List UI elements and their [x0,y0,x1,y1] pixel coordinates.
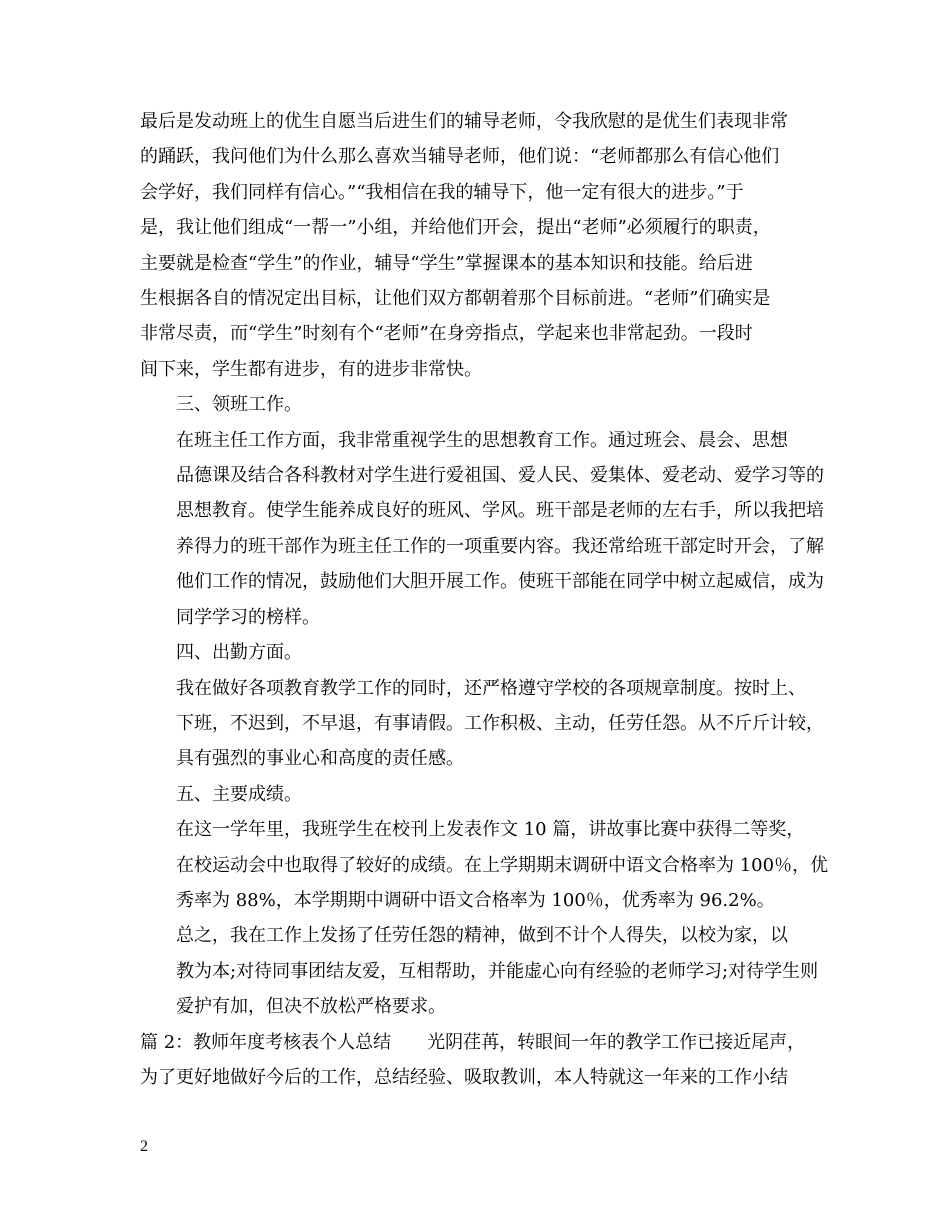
paragraph [140,812,830,918]
text-line: 间下来，学生都有进步，有的进步非常快。 [140,358,482,380]
text-line: 秀率为 88%，本学期期中调研中语文合格率为 100％，优秀率为 96.2%。 [176,889,775,911]
text-line: 最后是发动班上的优生自愿当后进生们的辅导老师，令我欣慰的是优生们表现非常 [140,111,788,132]
text-line: 他们工作的情况，鼓励他们大胆开展工作。使班干部能在同学中树立起威信，成为 [176,571,824,593]
document-body [140,104,830,1095]
paragraph [140,918,830,1024]
text-line: 同学学习的榜样。 [176,606,320,628]
text-line: 篇 2：教师年度考核表个人总结 光阴荏苒，转眼间一年的教学工作已接近尾声， [140,1031,806,1053]
page-number: 2 [140,1138,148,1155]
text-line: 爱护有加，但决不放松严格要求。 [176,996,446,1018]
text-line: 为了更好地做好今后的工作，总结经验、吸取教训，本人特就这一年来的工作小结 [140,1066,788,1088]
text-line: 的踊跃，我问他们为什么那么喜欢当辅导老师，他们说：“老师都那么有信心他们 [140,146,780,168]
text-line: 在班主任工作方面，我非常重视学生的思想教育工作。通过班会、晨会、思想 [176,429,788,451]
text-line: 在校运动会中也取得了较好的成绩。在上学期期末调研中语文合格率为 100％，优 [176,854,829,876]
text-line: 主要就是检查“学生”的作业，辅导“学生”掌握课本的基本知识和技能。给后进 [140,252,753,274]
section-heading [140,777,830,812]
text-line: 在这一学年里，我班学生在校刊上发表作文 10 篇，讲故事比赛中获得二等奖， [176,819,805,841]
text-line: 总之，我在工作上发扬了任劳任怨的精神，做到不计个人得失，以校为家，以 [176,925,788,947]
text-line: 三、领班工作。 [176,394,302,416]
text-line: 思想教育。使学生能养成良好的班风、学风。班干部是老师的左右手，所以我把培 [176,500,824,522]
text-line: 我在做好各项教育教学工作的同时，还严格遵守学校的各项规章制度。按时上、 [176,677,806,699]
text-line: 下班，不迟到，不早退，有事请假。工作积极、主动，任劳任怨。从不斤斤计较， [176,712,824,734]
text-line: 具有强烈的事业心和高度的责任感。 [176,748,464,770]
text-line: 养得力的班干部作为班主任工作的一项重要内容。我还常给班干部定时开会，了解 [176,535,824,557]
text-line: 非常尽责，而“学生”时刻有个“老师”在身旁指点，学起来也非常起劲。一段时 [140,323,753,345]
text-line: 会学好，我们同样有信心。”“我相信在我的辅导下，他一定有很大的进步。”于 [140,181,744,203]
paragraph [140,671,830,777]
text-line: 四、出勤方面。 [176,642,302,664]
section-heading [140,635,830,670]
text-line: 是，我让他们组成“一帮一”小组，并给他们开会，提出“老师”必须履行的职责， [140,217,771,239]
text-line: 品德课及结合各科教材对学生进行爱祖国、爱人民、爱集体、爱老动、爱学习等的 [176,465,824,487]
paragraph [140,1025,830,1096]
section-heading [140,387,830,422]
paragraph [140,104,830,387]
paragraph [140,423,830,635]
text-line: 生根据各自的情况定出目标，让他们双方都朝着那个目标前进。“老师”们确实是 [140,288,771,310]
text-line: 五、主要成绩。 [176,783,302,805]
text-line: 教为本;对待同事团结友爱，互相帮助，并能虚心向有经验的老师学习;对待学生则 [176,960,819,982]
